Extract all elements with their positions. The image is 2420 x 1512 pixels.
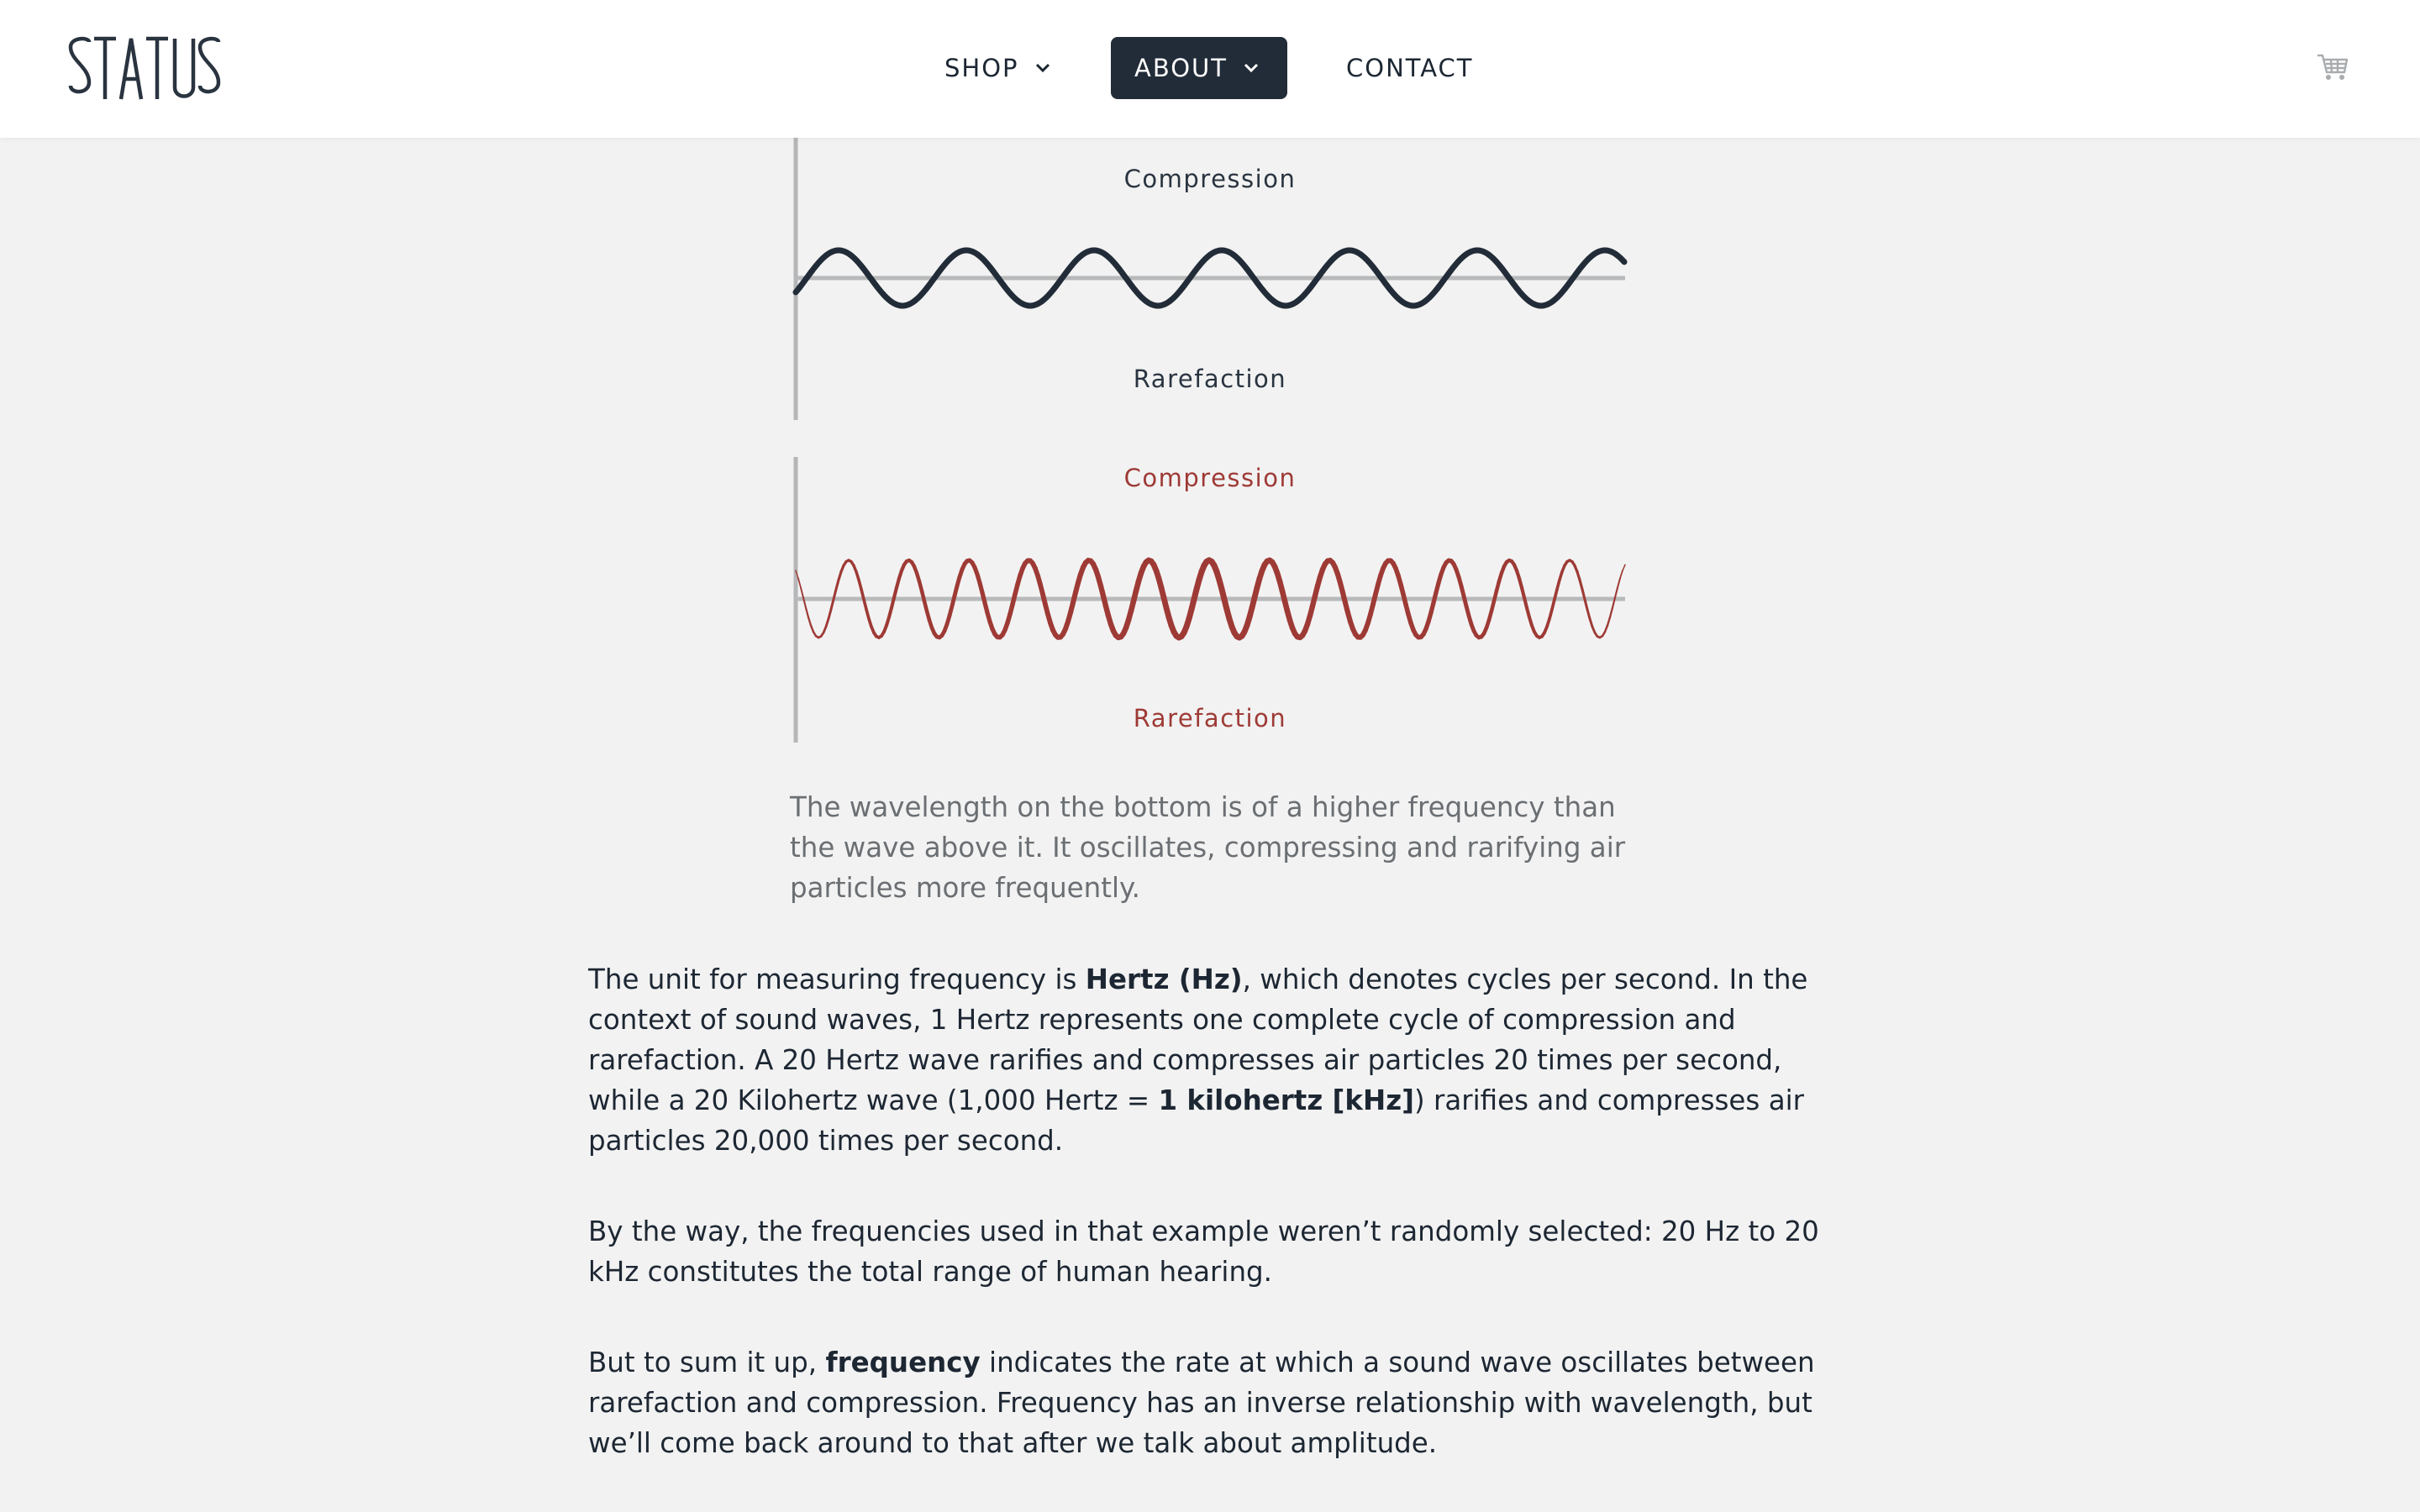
nav-contact-label: CONTACT (1346, 54, 1474, 82)
top-wave-rarefaction-label: Rarefaction (1133, 365, 1287, 393)
bottom-wave-segment (836, 580, 839, 589)
bottom-wave-segment (798, 579, 801, 588)
bottom-wave-segment (808, 617, 811, 626)
bottom-wave-diagram (790, 457, 1630, 743)
text: , which denotes cycles per second. In the context of sound waves, 1 Hertz represents one complete cycle of compression and rarefaction. A 20 Hertz wave rarifies and compresses air particles 20 times per second, while a 20 Kilohertz wave (1,000 Hertz = (588, 963, 1808, 1116)
bottom-wave-compression-label: Compression (1123, 464, 1297, 492)
nav-contact[interactable] (1324, 37, 1492, 99)
bottom-wave-segment (1590, 619, 1592, 627)
bottom-wave-segment (1623, 564, 1625, 570)
top-wave-compression-label: Compression (1123, 165, 1297, 193)
figure-caption: The wavelength on the bottom is of a higher frequency than the wave above it. It oscillates, compressing and rarifying air particles more frequently. (790, 791, 1626, 904)
site-header (0, 0, 2420, 138)
text: indicates the rate at which a sound wave oscillates between rarefaction and compression. Frequency has an inverse relationship with wavelength, but we’ll come back around to that after we talk about amplitude. (588, 1347, 1815, 1459)
bold-term: Hertz (Hz) (1085, 963, 1243, 995)
bottom-wave-segment (829, 609, 831, 618)
bottom-wave-segment (801, 588, 803, 598)
bottom-wave-segment (1615, 588, 1618, 598)
nav-about-label: ABOUT (1134, 54, 1228, 82)
bottom-wave-segment (1620, 570, 1623, 578)
bottom-wave-segment (1607, 617, 1610, 626)
main-nav (0, 37, 2420, 99)
bottom-wave-segment (1580, 580, 1582, 589)
chevron-down-icon (1243, 62, 1260, 74)
paragraph-hertz (588, 959, 1823, 1161)
paragraph-hearing-range: By the way, the frequencies used in that example weren’t randomly selected: 20 Hz to 20 kHz constitutes the total range of human hearing. (588, 1215, 1819, 1288)
cart-icon[interactable] (2316, 52, 2349, 82)
bottom-wave-rarefaction-label: Rarefaction (1133, 704, 1287, 732)
bold-term: frequency (825, 1347, 981, 1378)
bottom-wave-segment (1605, 626, 1607, 633)
chevron-down-icon (1034, 62, 1051, 74)
paragraph-summary (588, 1342, 1823, 1463)
nav-shop-label: SHOP (944, 54, 1019, 82)
text: But to sum it up, (588, 1347, 826, 1378)
bold-term: 1 kilohertz [kHz] (1158, 1084, 1414, 1116)
bottom-wave-segment (1587, 609, 1590, 618)
nav-about[interactable] (1111, 37, 1287, 99)
bottom-wave-segment (826, 619, 829, 627)
bottom-wave-segment (1610, 608, 1612, 617)
text: ) rarifies and compresses air particles 20,000 times per second. (588, 1084, 1804, 1157)
bottom-wave-segment (1618, 579, 1620, 588)
bottom-wave-segment (806, 608, 808, 617)
text: The unit for measuring frequency is (588, 963, 1086, 995)
nav-shop[interactable] (923, 37, 1057, 99)
